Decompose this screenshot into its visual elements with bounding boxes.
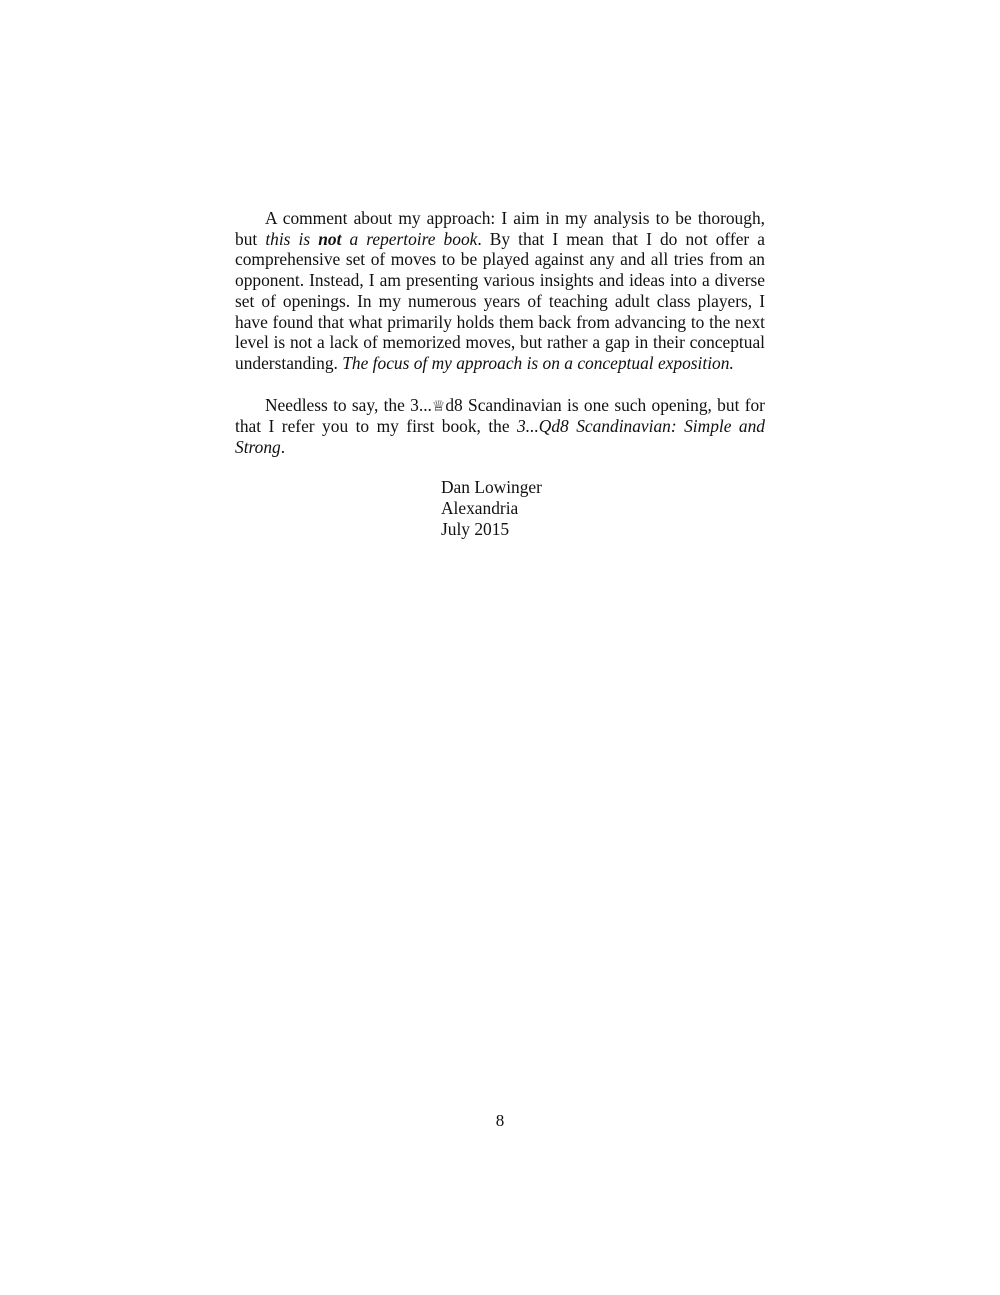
scandinavian-paragraph bbox=[235, 395, 765, 458]
scandinavian-text-body: d8 Scandinavian is one such opening, but for that I refer you to my first book, the bbox=[235, 394, 765, 437]
body-text bbox=[235, 208, 765, 458]
signature-place: Alexandria bbox=[441, 498, 519, 518]
approach-text-intro: A comment about my approach: I aim in my analysis to be thorough, but bbox=[235, 208, 765, 249]
approach-emphasis-not: not bbox=[318, 228, 342, 249]
scandinavian-text-end: . bbox=[280, 437, 286, 458]
signature-block bbox=[441, 477, 542, 540]
approach-text-body: . By that I mean that I do not offer a comprehensive set of moves to be played against any and all tries from an opponent. Instead, I am presenting various insights and ideas into a diverse set of openings. In my numerous years of teaching adult class players, I have found that what primarily holds them back from advancing to the next level is not a lack of memorized moves, but rather a gap in their conceptual understanding. bbox=[235, 228, 766, 373]
signature-date: July 2015 bbox=[441, 519, 510, 539]
approach-emphasis-start: this is bbox=[265, 228, 319, 249]
scandinavian-text-intro: Needless to say, the 3... bbox=[265, 394, 432, 415]
author-name: Dan Lowinger bbox=[441, 477, 542, 497]
first-book-title: 3...Qd8 Scandinavian: Simple and Strong bbox=[235, 416, 765, 458]
approach-focus-statement: The focus of my approach is on a conceptual exposition. bbox=[342, 352, 734, 373]
approach-emphasis-end: a repertoire book bbox=[341, 228, 478, 249]
approach-paragraph bbox=[235, 208, 765, 374]
page-number: 8 bbox=[495, 1111, 505, 1130]
chess-queen-icon: ♕ bbox=[431, 396, 446, 415]
